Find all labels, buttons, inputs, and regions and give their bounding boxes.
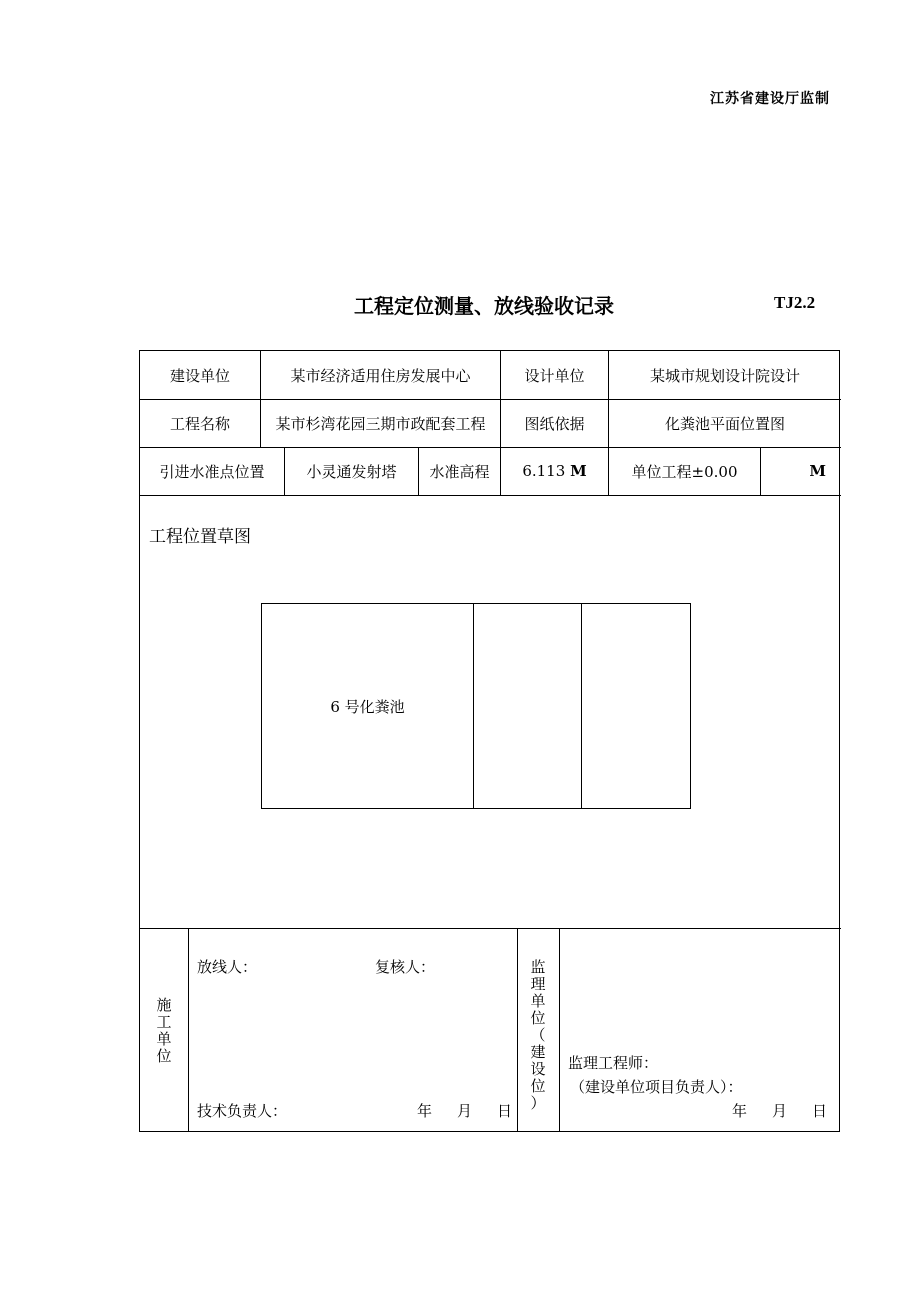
issuer-stamp: 江苏省建设厅监制 [710, 91, 830, 107]
elevation-unit: M [570, 462, 587, 480]
sketch-divider [581, 604, 582, 808]
construction-owner-label: 建设单位 [169, 366, 230, 385]
project-name-label: 工程名称 [169, 414, 230, 433]
checker-label: 复核人： [375, 958, 436, 976]
col-divider [559, 928, 560, 1132]
row-divider [140, 495, 841, 496]
unit-zero-unit: M [809, 462, 826, 480]
unit-zero-value [761, 447, 841, 495]
drawing-basis-value: 化粪池平面位置图 [664, 414, 785, 433]
engineer-label: 监理工程师： [568, 1054, 659, 1072]
supervision-unit-label: 监 理 单 位 （ 建 设 位 ） [530, 958, 546, 1112]
drawing-basis-label: 图纸依据 [524, 414, 585, 433]
supervision-year: 年 [732, 1102, 748, 1120]
septic-tank-sketch [261, 603, 691, 809]
tech-lead-label: 技术负责人： [197, 1102, 288, 1120]
unit-zero-label: 单位工程±0.00 [631, 462, 738, 481]
supervision-month: 月 [772, 1102, 788, 1120]
septic-tank-label: 6 号化粪池 [330, 698, 405, 716]
sign-day: 日 [497, 1102, 513, 1120]
elevation-number: 6.113 [522, 462, 566, 480]
setter-label: 放线人： [197, 958, 258, 976]
sign-month: 月 [457, 1102, 473, 1120]
col-divider [188, 928, 189, 1132]
design-unit-label: 设计单位 [524, 366, 585, 385]
design-unit-value: 某城市规划设计院设计 [649, 366, 800, 385]
construction-owner-value: 某市经济适用住房发展中心 [290, 366, 471, 385]
owner-rep-label: （建设单位项目负责人）： [570, 1078, 743, 1096]
row-divider [140, 928, 841, 929]
sketch-heading: 工程位置草图 [149, 527, 251, 547]
form-code: TJ2.2 [774, 293, 816, 312]
col-divider [517, 928, 518, 1132]
benchmark-elevation-label: 水准高程 [429, 462, 490, 481]
sign-year: 年 [417, 1102, 433, 1120]
benchmark-elevation-value [501, 447, 608, 495]
benchmark-location-label: 引进水准点位置 [159, 462, 265, 481]
sketch-divider [473, 604, 474, 808]
page-title: 工程定位测量、放线验收记录 [354, 294, 614, 318]
project-name-value: 某市杉湾花园三期市政配套工程 [275, 414, 486, 433]
benchmark-location-value: 小灵通发射塔 [306, 462, 397, 481]
construction-unit-label: 施 工 单 位 [156, 996, 172, 1065]
supervision-day: 日 [812, 1102, 828, 1120]
